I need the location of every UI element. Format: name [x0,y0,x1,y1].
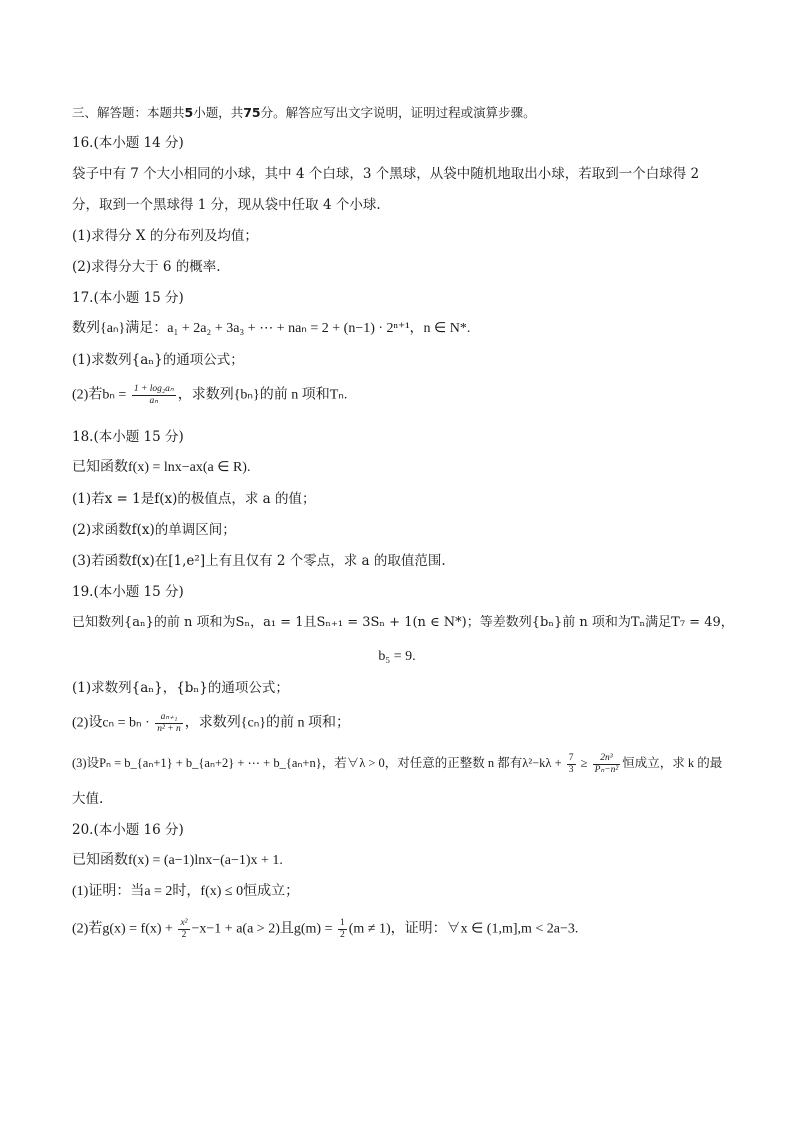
q17-part2: (2)若bₙ = $\frac{\text{1 + log₂aₙ}}{\text{aₙ}}$ ，求数列{bₙ}的前 n 项和Tₙ. [72,384,348,406]
q18-part3: (3)若函数f(x)在[1,e²]上有且仅有 2 个零点，求 a 的取值范围. [72,553,446,569]
q20-fraction1: $\frac{\text{x²}}{2}$ [180,918,188,940]
q19-part3-fraction2: $\frac{\text{2n³}}{\text{Pₙ−n²}}$ [594,752,619,775]
q19-part3-tail: 大值. [72,791,104,807]
q20-part2: (2)若g(x) = f(x) + $\frac{\text{x²}}{2}$ −x−1 + a(a > 2)且g(m) = $\frac{1}{2}$ (m ≠ 1)，证明：∀x ∈ (1,m],m < 2a−3. [72,918,579,940]
q19-part1: (1)求数列{aₙ}，{bₙ}的通项公式； [72,680,289,696]
q19-part2: (2)设cₙ = bₙ · $\frac{\text{aₙ₊₁}}{\text{n² + n}}$ ，求数列{cₙ}的前 n 项和； [72,712,351,734]
q16-header: 16.(本小题 14 分) [72,135,184,151]
q19-part3: (3)设Pₙ = b_{aₙ+1} + b_{aₙ+2} + ⋯ + b_{aₙ+n}，若∀λ > 0，对任意的正整数 n 都有λ²−kλ + $\frac{7}{3}$ ≥ $\frac{\text{2n³}}{\text{Pₙ−n²}}$ 恒成立，求 k 的最 [72,752,723,775]
q20-fraction2: $\frac{1}{2}$ [339,918,345,940]
q16-part1: (1)求得分 X 的分布列及均值； [72,228,258,244]
q19-part3-fraction1: $\frac{7}{3}$ [568,752,574,775]
q17-header: 17.(本小题 15 分) [72,290,184,306]
section-title: 三、解答题：本题共5小题，共75分。解答应写出文字说明，证明过程或演算步骤。 [72,105,536,120]
q19-part2-fraction: $\frac{\text{aₙ₊₁}}{\text{n² + n}}$ [157,712,181,734]
q18-stem: 已知函数f(x) = lnx−ax(a ∈ R). [72,460,251,475]
q20-header: 20.(本小题 16 分) [72,822,184,838]
q19-stem-line2: b₅ = 9. [378,649,416,664]
q19-stem-line1: 已知数列{aₙ}的前 n 项和为Sₙ，a₁ = 1且Sₙ₊₁ = 3Sₙ + 1(n ∈ N*)；等差数列{bₙ}前 n 项和为Tₙ满足T₇ = 49， [72,615,734,630]
q20-stem: 已知函数f(x) = (a−1)lnx−(a−1)x + 1. [72,853,283,868]
q18-header: 18.(本小题 15 分) [72,429,184,445]
q16-part2: (2)求得分大于 6 的概率. [72,259,221,275]
q16-stem-line1: 袋子中有 7 个大小相同的小球，其中 4 个白球，3 个黑球，从袋中随机地取出小球，若取到一个白球得 2 [72,166,700,182]
q18-part1: (1)若x = 1是f(x)的极值点，求 a 的值； [72,491,316,507]
q17-part1: (1)求数列{aₙ}的通项公式； [72,352,244,368]
q18-part2: (2)求函数f(x)的单调区间； [72,522,236,538]
q20-part1: (1)证明：当a = 2时，f(x) ≤ 0恒成立； [72,884,300,899]
q17-fraction: $\frac{\text{1 + log₂aₙ}}{\text{aₙ}}$ [133,384,174,406]
q19-header: 19.(本小题 15 分) [72,584,184,600]
q17-stem: 数列{aₙ}满足：a₁ + 2a₂ + 3a₃ + ⋯ + naₙ = 2 + (n−1) · 2ⁿ⁺¹，n ∈ N*. [72,321,471,336]
q16-stem-line2: 分，取到一个黑球得 1 分，现从袋中任取 4 个小球. [72,197,381,213]
